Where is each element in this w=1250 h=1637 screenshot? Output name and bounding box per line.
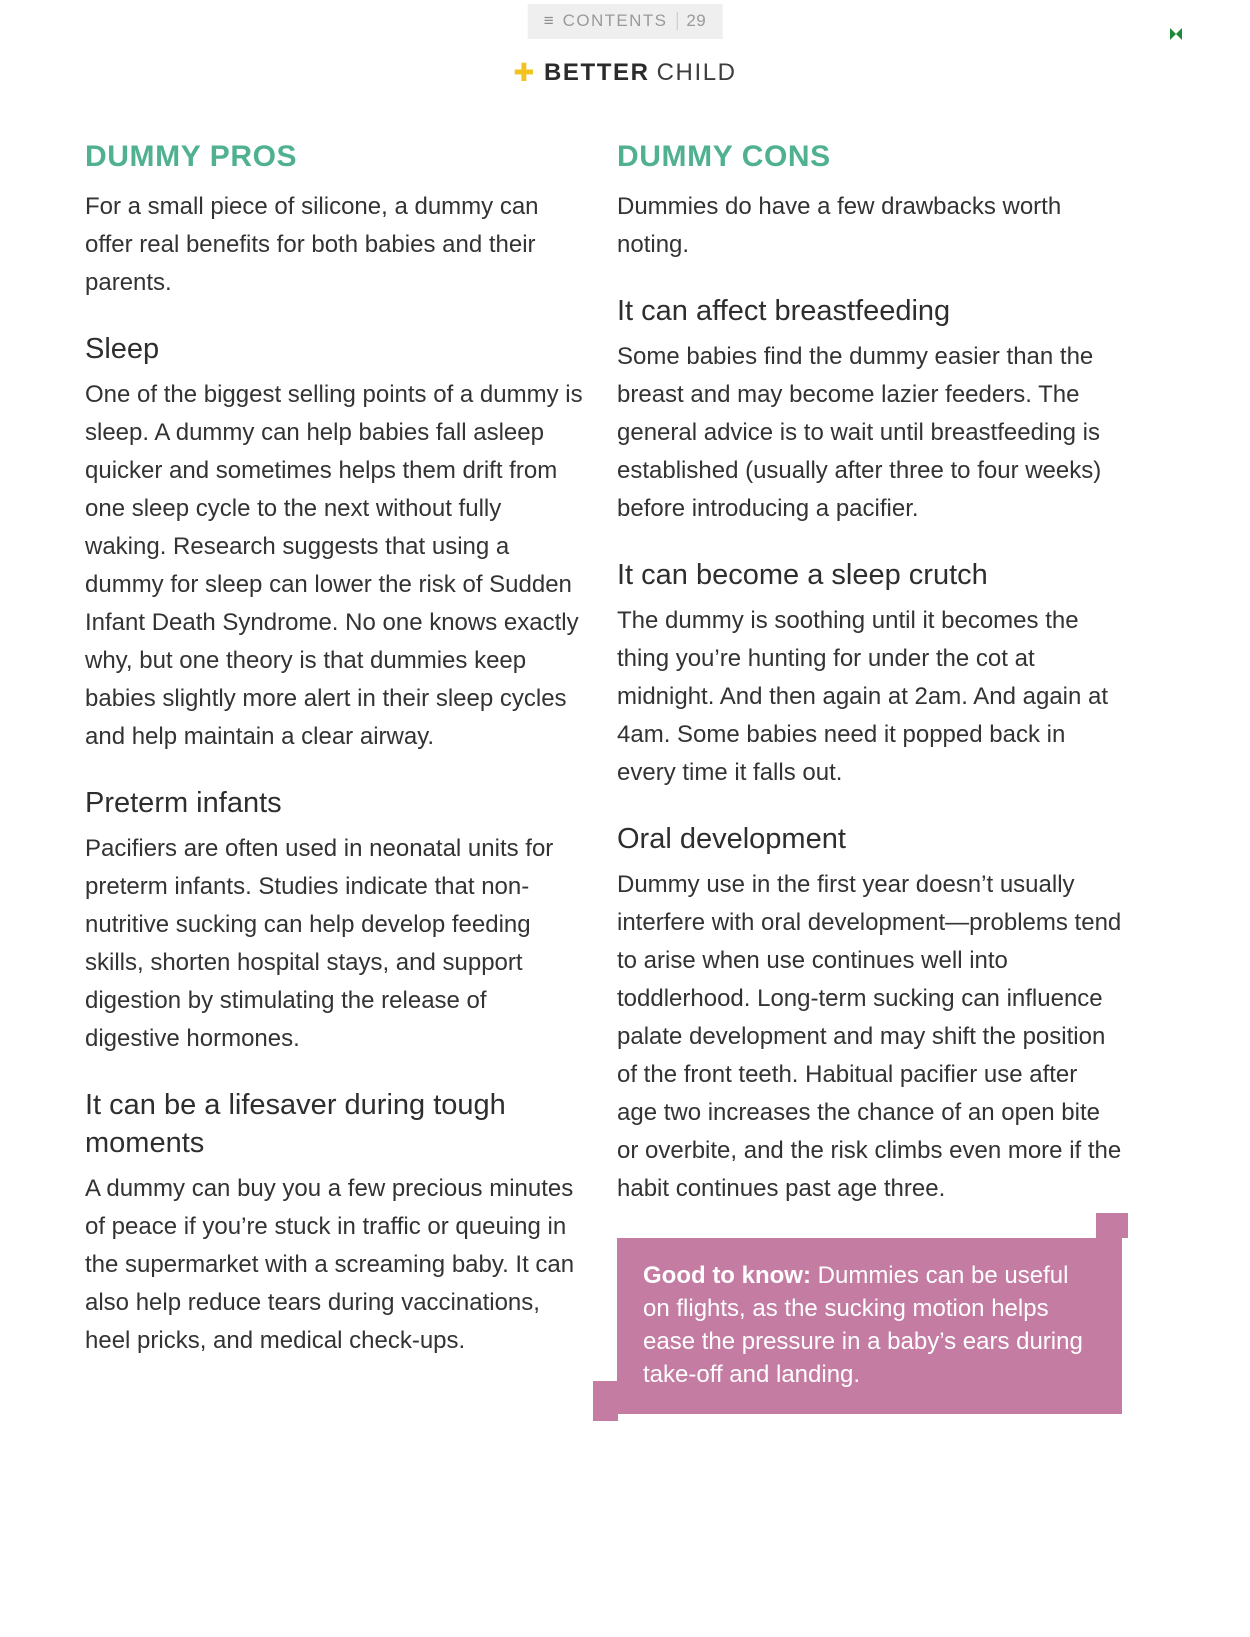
pros-intro-paragraph: For a small piece of silicone, a dummy can offer real benefits for both babies and their parents. <box>85 193 539 296</box>
paragraph-sleep: One of the biggest selling points of a dummy is sleep. A dummy can help babies fall asleep quicker and sometimes helps them drift from one sleep cycle to the next without fully waking. Research suggests that using a dummy for sleep can lower the risk of Sudden Infant Death Syndrome. No one knows exactly why, but one theory is that dummies keep babies slightly more alert in their sleep cycles and help maintain a clear airway. <box>85 381 583 750</box>
callout-tab-top-decoration <box>1096 1213 1128 1238</box>
cons-heading: DUMMY CONS <box>617 140 831 173</box>
subheading-preterm-infants: Preterm infants <box>85 787 282 819</box>
good-to-know-body: Dummies can be useful on flights, as the sucking motion helps ease the pressure in a baby’s ears during take-off and landing. <box>643 1262 1083 1388</box>
cons-column <box>617 140 1122 1414</box>
subheading-oral-development: Oral development <box>617 823 846 855</box>
article-body <box>85 140 1122 1414</box>
paragraph-breastfeeding: Some babies find the dummy easier than the breast and may become lazier feeders. The general advice is to wait until breastfeeding is established (usually after three to four weeks) before introducing a pacifier. <box>617 343 1102 522</box>
subheading-sleep-crutch: It can become a sleep crutch <box>617 559 988 591</box>
subheading-lifesaver: It can be a lifesaver during tough moments <box>85 1089 506 1159</box>
page-number: 29 <box>686 11 707 30</box>
good-to-know-text <box>643 1259 1096 1391</box>
pros-heading: DUMMY PROS <box>85 140 298 173</box>
brand-name-bold: BETTER <box>543 59 650 86</box>
contents-divider <box>676 12 677 30</box>
paragraph-lifesaver: A dummy can buy you a few precious minutes of peace if you’re stuck in traffic or queuing in the supermarket with a screaming baby. It can also help reduce tears during vaccinations, heel pricks, and medical check-ups. <box>85 1175 575 1354</box>
cons-intro-paragraph: Dummies do have a few drawbacks worth noting. <box>617 193 1062 258</box>
plus-icon: ✚ <box>513 59 536 87</box>
subheading-sleep: Sleep <box>85 333 160 365</box>
paragraph-preterm-infants: Pacifiers are often used in neonatal units for preterm infants. Studies indicate that non-nutritive sucking can help develop feeding skills, shorten hospital stays, and support digestion by stimulating the release of digestive hormones. <box>85 835 554 1052</box>
contents-bar[interactable] <box>528 4 723 39</box>
callout-tab-bottom-decoration <box>593 1381 618 1421</box>
subheading-breastfeeding: It can affect breastfeeding <box>617 295 951 327</box>
paragraph-sleep-crutch: The dummy is soothing until it becomes the thing you’re hunting for under the cot at midnight. And then again at 2am. And again at 4am. Some babies need it popped back in every time it falls out. <box>617 607 1109 786</box>
good-to-know-label: Good to know: <box>643 1262 811 1289</box>
paragraph-oral-development: Dummy use in the first year doesn’t usually interfere with oral development—problems tend to arise when use continues well into toddlerhood. Long-term sucking can influence palate development and may shift the position of the front teeth. Habitual pacifier use after age two increases the chance of an open bite or overbite, and the risk climbs even more if the habit continues past age three. <box>617 871 1122 1202</box>
green-corner-icon <box>1168 26 1184 42</box>
brand-name-light: CHILD <box>656 59 737 86</box>
good-to-know-box <box>617 1238 1122 1414</box>
pros-column <box>85 140 585 1360</box>
brand-logo <box>0 58 1250 88</box>
menu-icon: ≡ <box>543 11 554 30</box>
contents-label: CONTENTS <box>562 11 668 30</box>
